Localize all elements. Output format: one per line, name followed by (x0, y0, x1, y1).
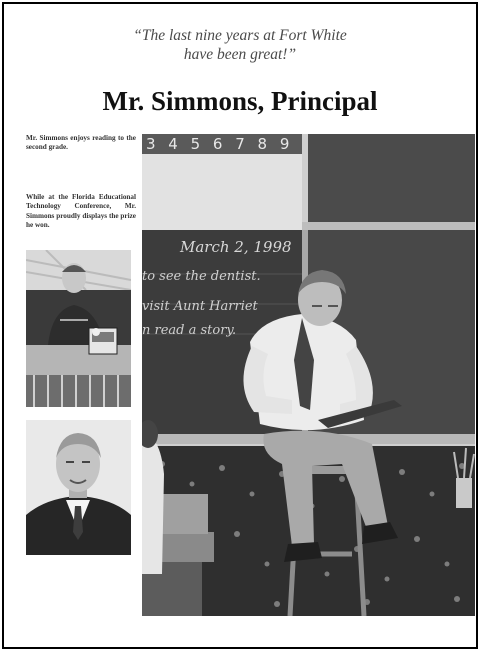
pull-quote (4, 26, 476, 64)
quote-line-2: have been great!” (183, 46, 297, 63)
photo-portrait (26, 420, 131, 555)
caption-conference: While at the Florida Educational Technology Conference, Mr. Simmons proudly displays the prize he won. (26, 193, 136, 229)
board-line-2: visit Aunt Harriet (142, 299, 258, 314)
caption-reading: Mr. Simmons enjoys reading to the second grade. (26, 134, 136, 152)
numbers-strip: 3 4 5 6 7 8 9 (146, 135, 294, 153)
board-date: March 2, 1998 (180, 238, 292, 256)
yearbook-page (2, 2, 478, 649)
board-line-1: to see the dentist. (142, 269, 261, 284)
page-title: Mr. Simmons, Principal (102, 86, 378, 116)
photo-classroom-reading (142, 134, 475, 616)
quote-line-1: “The last nine years at Fort White (133, 27, 347, 44)
photo-conference-prize (26, 250, 131, 407)
board-line-3: n read a story. (142, 323, 237, 338)
